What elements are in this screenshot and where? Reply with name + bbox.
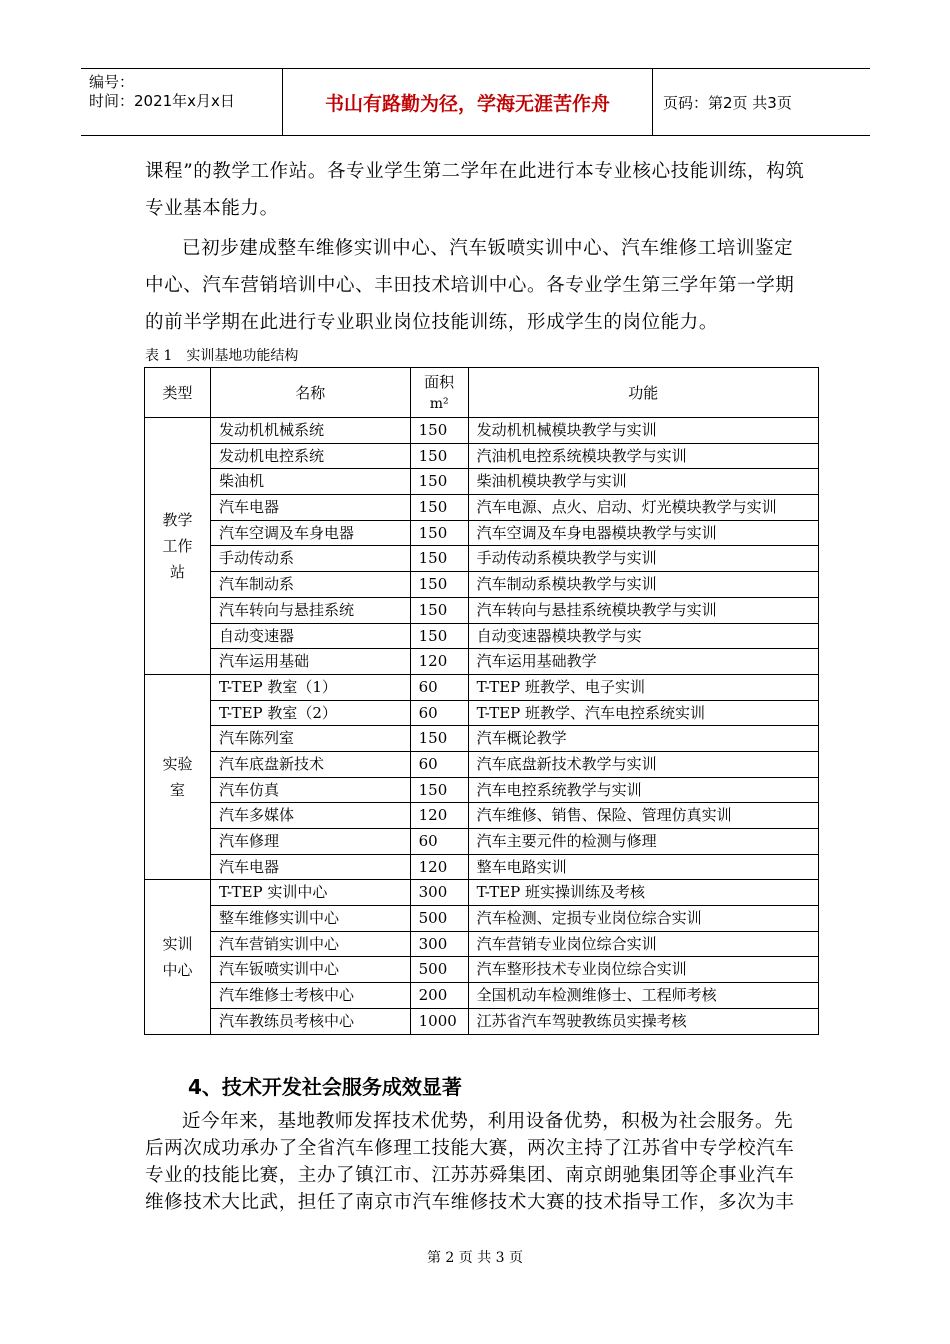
table-row bbox=[145, 469, 819, 495]
page-header bbox=[81, 68, 870, 136]
cell-function: T-TEP 班教学、电子实训 bbox=[468, 674, 818, 700]
table-row bbox=[145, 931, 819, 957]
cell-area: 150 bbox=[410, 418, 468, 444]
table-header-row bbox=[145, 368, 819, 418]
cell-area: 150 bbox=[410, 546, 468, 572]
header-area-label: 面积 bbox=[424, 372, 455, 391]
cell-function: 汽车营销专业岗位综合实训 bbox=[468, 931, 818, 957]
header-name: 名称 bbox=[210, 368, 410, 418]
cell-name: 整车维修实训中心 bbox=[210, 906, 410, 932]
section-title: 4、技术开发社会服务成效显著 bbox=[188, 1075, 462, 1099]
table-row bbox=[145, 854, 819, 880]
header-function: 功能 bbox=[468, 368, 818, 418]
cell-function: 自动变速器模块教学与实 bbox=[468, 623, 818, 649]
cell-name: 汽车仿真 bbox=[210, 777, 410, 803]
table-row bbox=[145, 520, 819, 546]
paragraph-1: 课程”的教学工作站。各专业学生第二学年在此进行本专业核心技能训练，构筑专业基本能力。 bbox=[145, 161, 805, 219]
table-row bbox=[145, 649, 819, 675]
cell-area: 500 bbox=[410, 906, 468, 932]
cell-area: 120 bbox=[410, 649, 468, 675]
group-type-cell: 实验室 bbox=[145, 674, 211, 880]
table-row bbox=[145, 957, 819, 983]
cell-name: 汽车教练员考核中心 bbox=[210, 1008, 410, 1034]
cell-name: 汽车营销实训中心 bbox=[210, 931, 410, 957]
table-row bbox=[145, 572, 819, 598]
cell-function: 汽车空调及车身电器模块教学与实训 bbox=[468, 520, 818, 546]
cell-function: 汽油机电控系统模块教学与实训 bbox=[468, 443, 818, 469]
table-caption: 表 1 实训基地功能结构 bbox=[145, 348, 299, 364]
cell-area: 150 bbox=[410, 469, 468, 495]
cell-name: 自动变速器 bbox=[210, 623, 410, 649]
cell-name: 汽车电器 bbox=[210, 495, 410, 521]
cell-name: 手动传动系 bbox=[210, 546, 410, 572]
header-area-unit: m² bbox=[429, 395, 449, 412]
table-row bbox=[145, 880, 819, 906]
cell-area: 120 bbox=[410, 803, 468, 829]
cell-name: 汽车修理 bbox=[210, 829, 410, 855]
table-row bbox=[145, 623, 819, 649]
cell-area: 150 bbox=[410, 495, 468, 521]
header-type: 类型 bbox=[145, 368, 211, 418]
cell-area: 60 bbox=[410, 751, 468, 777]
cell-function: 江苏省汽车驾驶教练员实操考核 bbox=[468, 1008, 818, 1034]
cell-function: 汽车制动系模块教学与实训 bbox=[468, 572, 818, 598]
cell-name: 汽车底盘新技术 bbox=[210, 751, 410, 777]
cell-area: 150 bbox=[410, 443, 468, 469]
cell-function: T-TEP 班教学、汽车电控系统实训 bbox=[468, 700, 818, 726]
function-structure-table bbox=[144, 367, 819, 1035]
table-row bbox=[145, 700, 819, 726]
paragraph-2: 已初步建成整车维修实训中心、汽车钣喷实训中心、汽车维修工培训鉴定中心、汽车营销培训中心、丰田技术培训中心。各专业学生第三学年第一学期的前半学期在此进行专业职业岗位技能训练，形成学生的岗位能力。 bbox=[145, 238, 795, 333]
cell-area: 60 bbox=[410, 700, 468, 726]
cell-function: 汽车维修、销售、保险、管理仿真实训 bbox=[468, 803, 818, 829]
header-page-label: 页码：第2页 共3页 bbox=[663, 93, 792, 112]
cell-name: T-TEP 教室（1） bbox=[210, 674, 410, 700]
table-row bbox=[145, 1008, 819, 1034]
cell-area: 60 bbox=[410, 674, 468, 700]
document-number-label: 编号： bbox=[89, 73, 135, 91]
cell-function: 汽车检测、定损专业岗位综合实训 bbox=[468, 906, 818, 932]
table-row bbox=[145, 443, 819, 469]
cell-area: 500 bbox=[410, 957, 468, 983]
cell-name: 发动机机械系统 bbox=[210, 418, 410, 444]
table-row bbox=[145, 983, 819, 1009]
cell-area: 1000 bbox=[410, 1008, 468, 1034]
cell-area: 300 bbox=[410, 931, 468, 957]
paragraph-3: 近今年来，基地教师发挥技术优势，利用设备优势，积极为社会服务。先后两次成功承办了全省汽车修理工技能大赛，两次主持了江苏省中专学校汽车专业的技能比赛，主办了镇江市、江苏苏舜集团、南京朗驰集团等企事业汽车维修技术大比武，担任了南京市汽车维修技术大赛的技术指导工作，多次为丰 bbox=[145, 1111, 795, 1213]
cell-function: 汽车电控系统教学与实训 bbox=[468, 777, 818, 803]
header-motto: 书山有路勤为径，学海无涯苦作舟 bbox=[283, 69, 653, 135]
cell-area: 150 bbox=[410, 623, 468, 649]
cell-name: 汽车多媒体 bbox=[210, 803, 410, 829]
table-row bbox=[145, 751, 819, 777]
cell-function: 汽车运用基础教学 bbox=[468, 649, 818, 675]
cell-name: 汽车空调及车身电器 bbox=[210, 520, 410, 546]
cell-area: 120 bbox=[410, 854, 468, 880]
table-row bbox=[145, 546, 819, 572]
cell-area: 150 bbox=[410, 520, 468, 546]
cell-function: T-TEP 班实操训练及考核 bbox=[468, 880, 818, 906]
cell-function: 汽车底盘新技术教学与实训 bbox=[468, 751, 818, 777]
cell-function: 柴油机模块教学与实训 bbox=[468, 469, 818, 495]
cell-function: 发动机机械模块教学与实训 bbox=[468, 418, 818, 444]
cell-name: 汽车转向与悬挂系统 bbox=[210, 597, 410, 623]
table-row bbox=[145, 597, 819, 623]
group-type-cell: 实训中心 bbox=[145, 880, 211, 1034]
table-row bbox=[145, 418, 819, 444]
cell-function: 汽车电源、点火、启动、灯光模块教学与实训 bbox=[468, 495, 818, 521]
cell-name: 汽车钣喷实训中心 bbox=[210, 957, 410, 983]
table-body bbox=[145, 418, 819, 1035]
cell-name: 汽车维修士考核中心 bbox=[210, 983, 410, 1009]
cell-function: 全国机动车检测维修士、工程师考核 bbox=[468, 983, 818, 1009]
document-date-label: 时间：2021年x月x日 bbox=[89, 92, 235, 110]
cell-function: 汽车概论教学 bbox=[468, 726, 818, 752]
cell-function: 整车电路实训 bbox=[468, 854, 818, 880]
cell-area: 60 bbox=[410, 829, 468, 855]
page-footer: 第 2 页 共 3 页 bbox=[426, 1250, 524, 1266]
cell-name: 汽车运用基础 bbox=[210, 649, 410, 675]
header-area bbox=[410, 368, 468, 418]
table-row bbox=[145, 829, 819, 855]
table-row bbox=[145, 803, 819, 829]
cell-area: 150 bbox=[410, 726, 468, 752]
cell-name: T-TEP 实训中心 bbox=[210, 880, 410, 906]
table-row bbox=[145, 906, 819, 932]
table-row bbox=[145, 777, 819, 803]
cell-function: 汽车转向与悬挂系统模块教学与实训 bbox=[468, 597, 818, 623]
cell-area: 200 bbox=[410, 983, 468, 1009]
cell-function: 汽车整形技术专业岗位综合实训 bbox=[468, 957, 818, 983]
table-row bbox=[145, 726, 819, 752]
cell-name: 发动机电控系统 bbox=[210, 443, 410, 469]
group-type-cell: 教学工作站 bbox=[145, 418, 211, 675]
header-meta bbox=[81, 69, 283, 135]
cell-function: 手动传动系模块教学与实训 bbox=[468, 546, 818, 572]
cell-name: 柴油机 bbox=[210, 469, 410, 495]
cell-area: 150 bbox=[410, 597, 468, 623]
cell-name: T-TEP 教室（2） bbox=[210, 700, 410, 726]
table-row bbox=[145, 495, 819, 521]
cell-area: 300 bbox=[410, 880, 468, 906]
table-row bbox=[145, 674, 819, 700]
cell-name: 汽车电器 bbox=[210, 854, 410, 880]
cell-area: 150 bbox=[410, 572, 468, 598]
cell-area: 150 bbox=[410, 777, 468, 803]
cell-function: 汽车主要元件的检测与修理 bbox=[468, 829, 818, 855]
cell-name: 汽车制动系 bbox=[210, 572, 410, 598]
cell-name: 汽车陈列室 bbox=[210, 726, 410, 752]
